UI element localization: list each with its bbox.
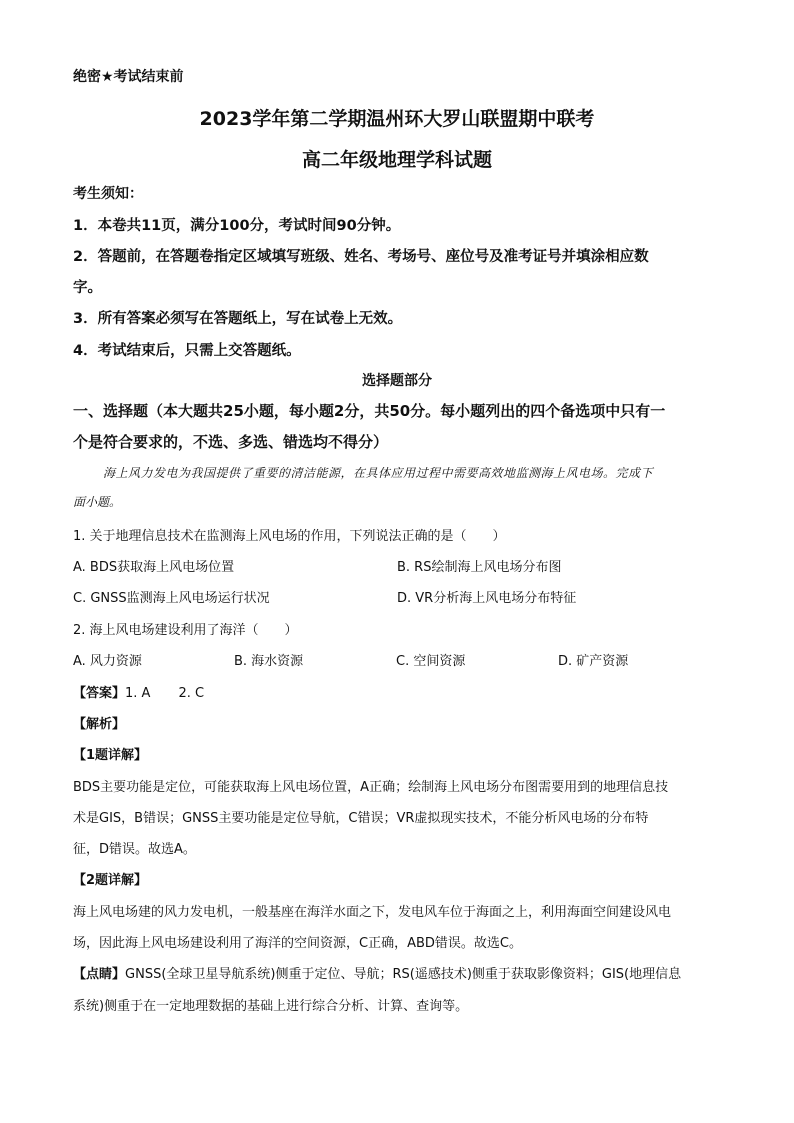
section-heading-line1: 一、选择题（本大题共25小题，每小题2分，共50分。每小题列出的四个备选项中只有一 xyxy=(73,402,666,420)
answer-1: 1. A xyxy=(125,686,151,701)
question-1-option-b: B. RS绘制海上风电场分布图 xyxy=(397,560,562,575)
analysis-label: 【解析】 xyxy=(73,717,126,732)
notice-item-1: 1．本卷共11页，满分100分，考试时间90分钟。 xyxy=(73,218,401,234)
detail-2-line-2: 场，因此海上风电场建设利用了海洋的空间资源，C正确，ABD错误。故选C。 xyxy=(73,936,522,951)
intro-line2: 面小题。 xyxy=(73,495,122,509)
exam-subtitle: 高二年级地理学科试题 xyxy=(301,149,492,171)
question-1-stem: 1. 关于地理信息技术在监测海上风电场的作用，下列说法正确的是（ ） xyxy=(73,529,506,544)
question-2-option-c: C. 空间资源 xyxy=(396,654,466,669)
question-2-option-d: D. 矿产资源 xyxy=(558,654,629,669)
answer-label: 【答案】 xyxy=(73,686,126,701)
tip-line-2: 系统)侧重于在一定地理数据的基础上进行综合分析、计算、查询等。 xyxy=(73,999,469,1014)
question-1-option-c: C. GNSS监测海上风电场运行状况 xyxy=(73,591,270,606)
notice-item-2-cont: 字。 xyxy=(73,280,102,296)
answer-2: 2. C xyxy=(178,686,205,701)
exam-title: 2023学年第二学期温州环大罗山联盟期中联考 xyxy=(199,108,595,130)
notice-heading: 考生须知： xyxy=(73,186,143,202)
answer-line xyxy=(73,682,204,701)
detail-1-line-1: BDS主要功能是定位，可能获取海上风电场位置，A正确；绘制海上风电场分布图需要用到的地理信息技 xyxy=(73,780,669,795)
section-title: 选择题部分 xyxy=(362,373,432,389)
detail-1-heading: 【1题详解】 xyxy=(73,748,148,763)
question-2-option-a: A. 风力资源 xyxy=(73,654,142,669)
notice-item-3: 3．所有答案必须写在答题纸上，写在试卷上无效。 xyxy=(73,311,403,327)
secret-label: 绝密★考试结束前 xyxy=(73,69,184,85)
detail-2-heading: 【2题详解】 xyxy=(73,873,148,888)
tip-label: 【点睛】 xyxy=(73,967,126,982)
notice-item-4: 4．考试结束后，只需上交答题纸。 xyxy=(73,343,301,359)
section-heading-line2: 个是符合要求的，不选、多选、错选均不得分） xyxy=(73,433,389,451)
question-2-option-b: B. 海水资源 xyxy=(234,654,304,669)
tip-text-1: GNSS(全球卫星导航系统)侧重于定位、导航；RS(遥感技术)侧重于获取影像资料；GIS(地理信息 xyxy=(125,967,682,982)
tip-line-1 xyxy=(73,963,681,982)
question-1-option-a: A. BDS获取海上风电场位置 xyxy=(73,560,235,575)
question-2-stem: 2. 海上风电场建设利用了海洋（ ） xyxy=(73,623,298,638)
detail-2-line-1: 海上风电场建的风力发电机，一般基座在海洋水面之下，发电风车位于海面之上，利用海面空间建设风电 xyxy=(73,905,672,920)
intro-line1: 海上风力发电为我国提供了重要的清洁能源，在具体应用过程中需要高效地监测海上风电场。完成下 xyxy=(103,466,654,480)
question-1-option-d: D. VR分析海上风电场分布特征 xyxy=(397,591,577,606)
notice-item-2: 2．答题前，在答题卷指定区域填写班级、姓名、考场号、座位号及准考证号并填涂相应数 xyxy=(73,249,649,265)
detail-1-line-3: 征，D错误。故选A。 xyxy=(73,842,196,857)
detail-1-line-2: 术是GIS，B错误；GNSS主要功能是定位导航，C错误；VR虚拟现实技术，不能分析风电场的分布特 xyxy=(73,811,649,826)
